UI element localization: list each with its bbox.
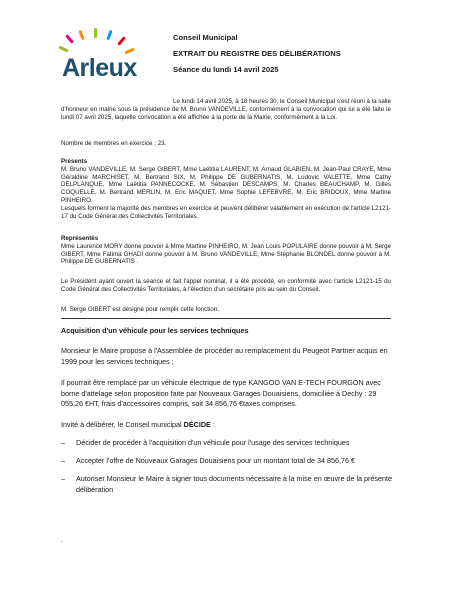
- separator-line: [61, 318, 391, 319]
- trailing-mark: .: [61, 537, 63, 544]
- quorum-text: Lesquels forment la majorité des membres en exercice et peuvent délibérer valablement en exécution de l'article L2121-17 du Code Général des Collectivités Territoriales.: [61, 204, 391, 220]
- logo-ray: [94, 28, 97, 38]
- members-count-block: [61, 140, 391, 148]
- decision-dash: –: [61, 456, 65, 465]
- decision-item: [61, 474, 394, 495]
- representes-heading: Représentés: [61, 235, 99, 242]
- invite-prefix: Invité à délibérer, le Conseil municipal: [61, 420, 184, 429]
- presents-section: [61, 158, 391, 220]
- logo-ray: [106, 30, 112, 40]
- presents-heading: Présents: [61, 158, 88, 165]
- logo-ray: [117, 36, 126, 46]
- appel-section: [61, 278, 391, 294]
- decision-text: Décider de procéder à l'acquisition d'un véhicule pour l'usage des services techniques: [76, 438, 350, 447]
- decision-text: Accepter l'offre de Nouveaux Garages Douaisiens pour un montant total de 34 856,76 €: [76, 456, 355, 465]
- logo-ray: [65, 34, 74, 44]
- decision-item: [61, 456, 394, 467]
- deliberation-p1: Monsieur le Maire propose à l'Assemblée de procéder au remplacement du Peugeot Partner acquis en 1999 pour les services techniques ;: [61, 346, 388, 366]
- intro-paragraph: Le lundi 14 avril 2025, à 18 heures 30, le Conseil Municipal s'est réuni à la salle d'honneur en mairie sous la présidence de M. Bruno VANDEVILLE, conformément à la convocation qui lui a été faite le lundi 07 avril 2025, laquelle convocation a été affichée à la porte de la Mairie, conformément à la Loi.: [61, 98, 391, 121]
- decision-dash: –: [61, 474, 65, 483]
- appel-text: Le Président ayant ouvert la séance et fait l'appel nominal, il a été procédé, en conformité avec l'article L2121-15 du Code Général des Collectivités Territoriales, à l'élection d'un secrétaire pris au sein du Conseil.: [61, 278, 391, 293]
- presents-list: M. Bruno VANDEVILLE, M. Serge GIBERT, Mme Laëtitia LAURENT, M. Arnaud GLABIEN, M. Jean-Paul CRAYE, Mme Géraldine MARCHISET, M. Bertrand SIX, M. Philippe DE GUBERNATIS, M. Ludovic VALETTE, Mme Cathy DELPLANQUE, Mme Laëtitia PANNECOCKE, M. Sébastien DESCAMPS, M. Charles BEAUCHAMP, M. Gilles COQUELLE, M. Bertrand MERLIN, M. Eric MAQUET, Mme Sophie LEFEBVRE, M. Eric BRIDOUX, Mme Martine PINHEIRO.: [61, 165, 391, 204]
- invite-decision: DÉCIDE: [183, 420, 211, 429]
- representes-section: [61, 235, 391, 266]
- intro-section: [61, 98, 391, 121]
- decision-dash: –: [61, 438, 65, 447]
- document-title: EXTRAIT DU REGISTRE DES DÉLIBÉRATIONS: [173, 49, 341, 58]
- secretaire-text: M. Serge GIBERT est désigné pour remplir cette fonction.: [61, 306, 219, 313]
- representes-list: Mme Laurence MORY donne pouvoir à Mme Martine PINHEIRO, M. Jean Louis POPULAIRE donne pouvoir à M. Serge GIBERT, Mme Fatima GHADI donne pouvoir à M. Bruno VANDEVILLE, Mme Stéphanie BLONDEL donne pouvoir à M. Philippe DE GUBERNATIS .: [61, 242, 391, 266]
- logo-wordmark: Arleux: [62, 54, 137, 82]
- session-date: Séance du lundi 14 avril 2025: [173, 65, 279, 74]
- arleux-logo: [58, 28, 178, 98]
- deliberation-p2: Il pourrait être remplacé par un véhicule électrique de type KANGOO VAN E-TECH FOURGON avec borne d'attelage selon proposition faite par Nouveaux Garages Douaisiens, domiciliée à Dechy : 29 055,26 €HT, frais d'accessoires compris, soit 34 856,76 €taxes comprises.: [61, 378, 381, 408]
- logo-ray: [58, 46, 68, 53]
- document-header: [173, 32, 423, 80]
- invite-suffix: :: [210, 420, 215, 429]
- deliberation-title: Acquisition d'un véhicule pour les services techniques: [61, 326, 249, 335]
- members-count: Nombre de membres en exercice : 23.: [61, 140, 167, 147]
- invite-line: [61, 420, 391, 431]
- decision-item: [61, 438, 394, 449]
- logo-ray: [78, 30, 84, 40]
- org-name: Conseil Municipal: [173, 33, 238, 42]
- decision-text: Autoriser Monsieur le Maire à signer tous documents nécessaire à la mise en œuvre de la présente délibération: [76, 474, 393, 494]
- secretaire-section: [61, 306, 391, 314]
